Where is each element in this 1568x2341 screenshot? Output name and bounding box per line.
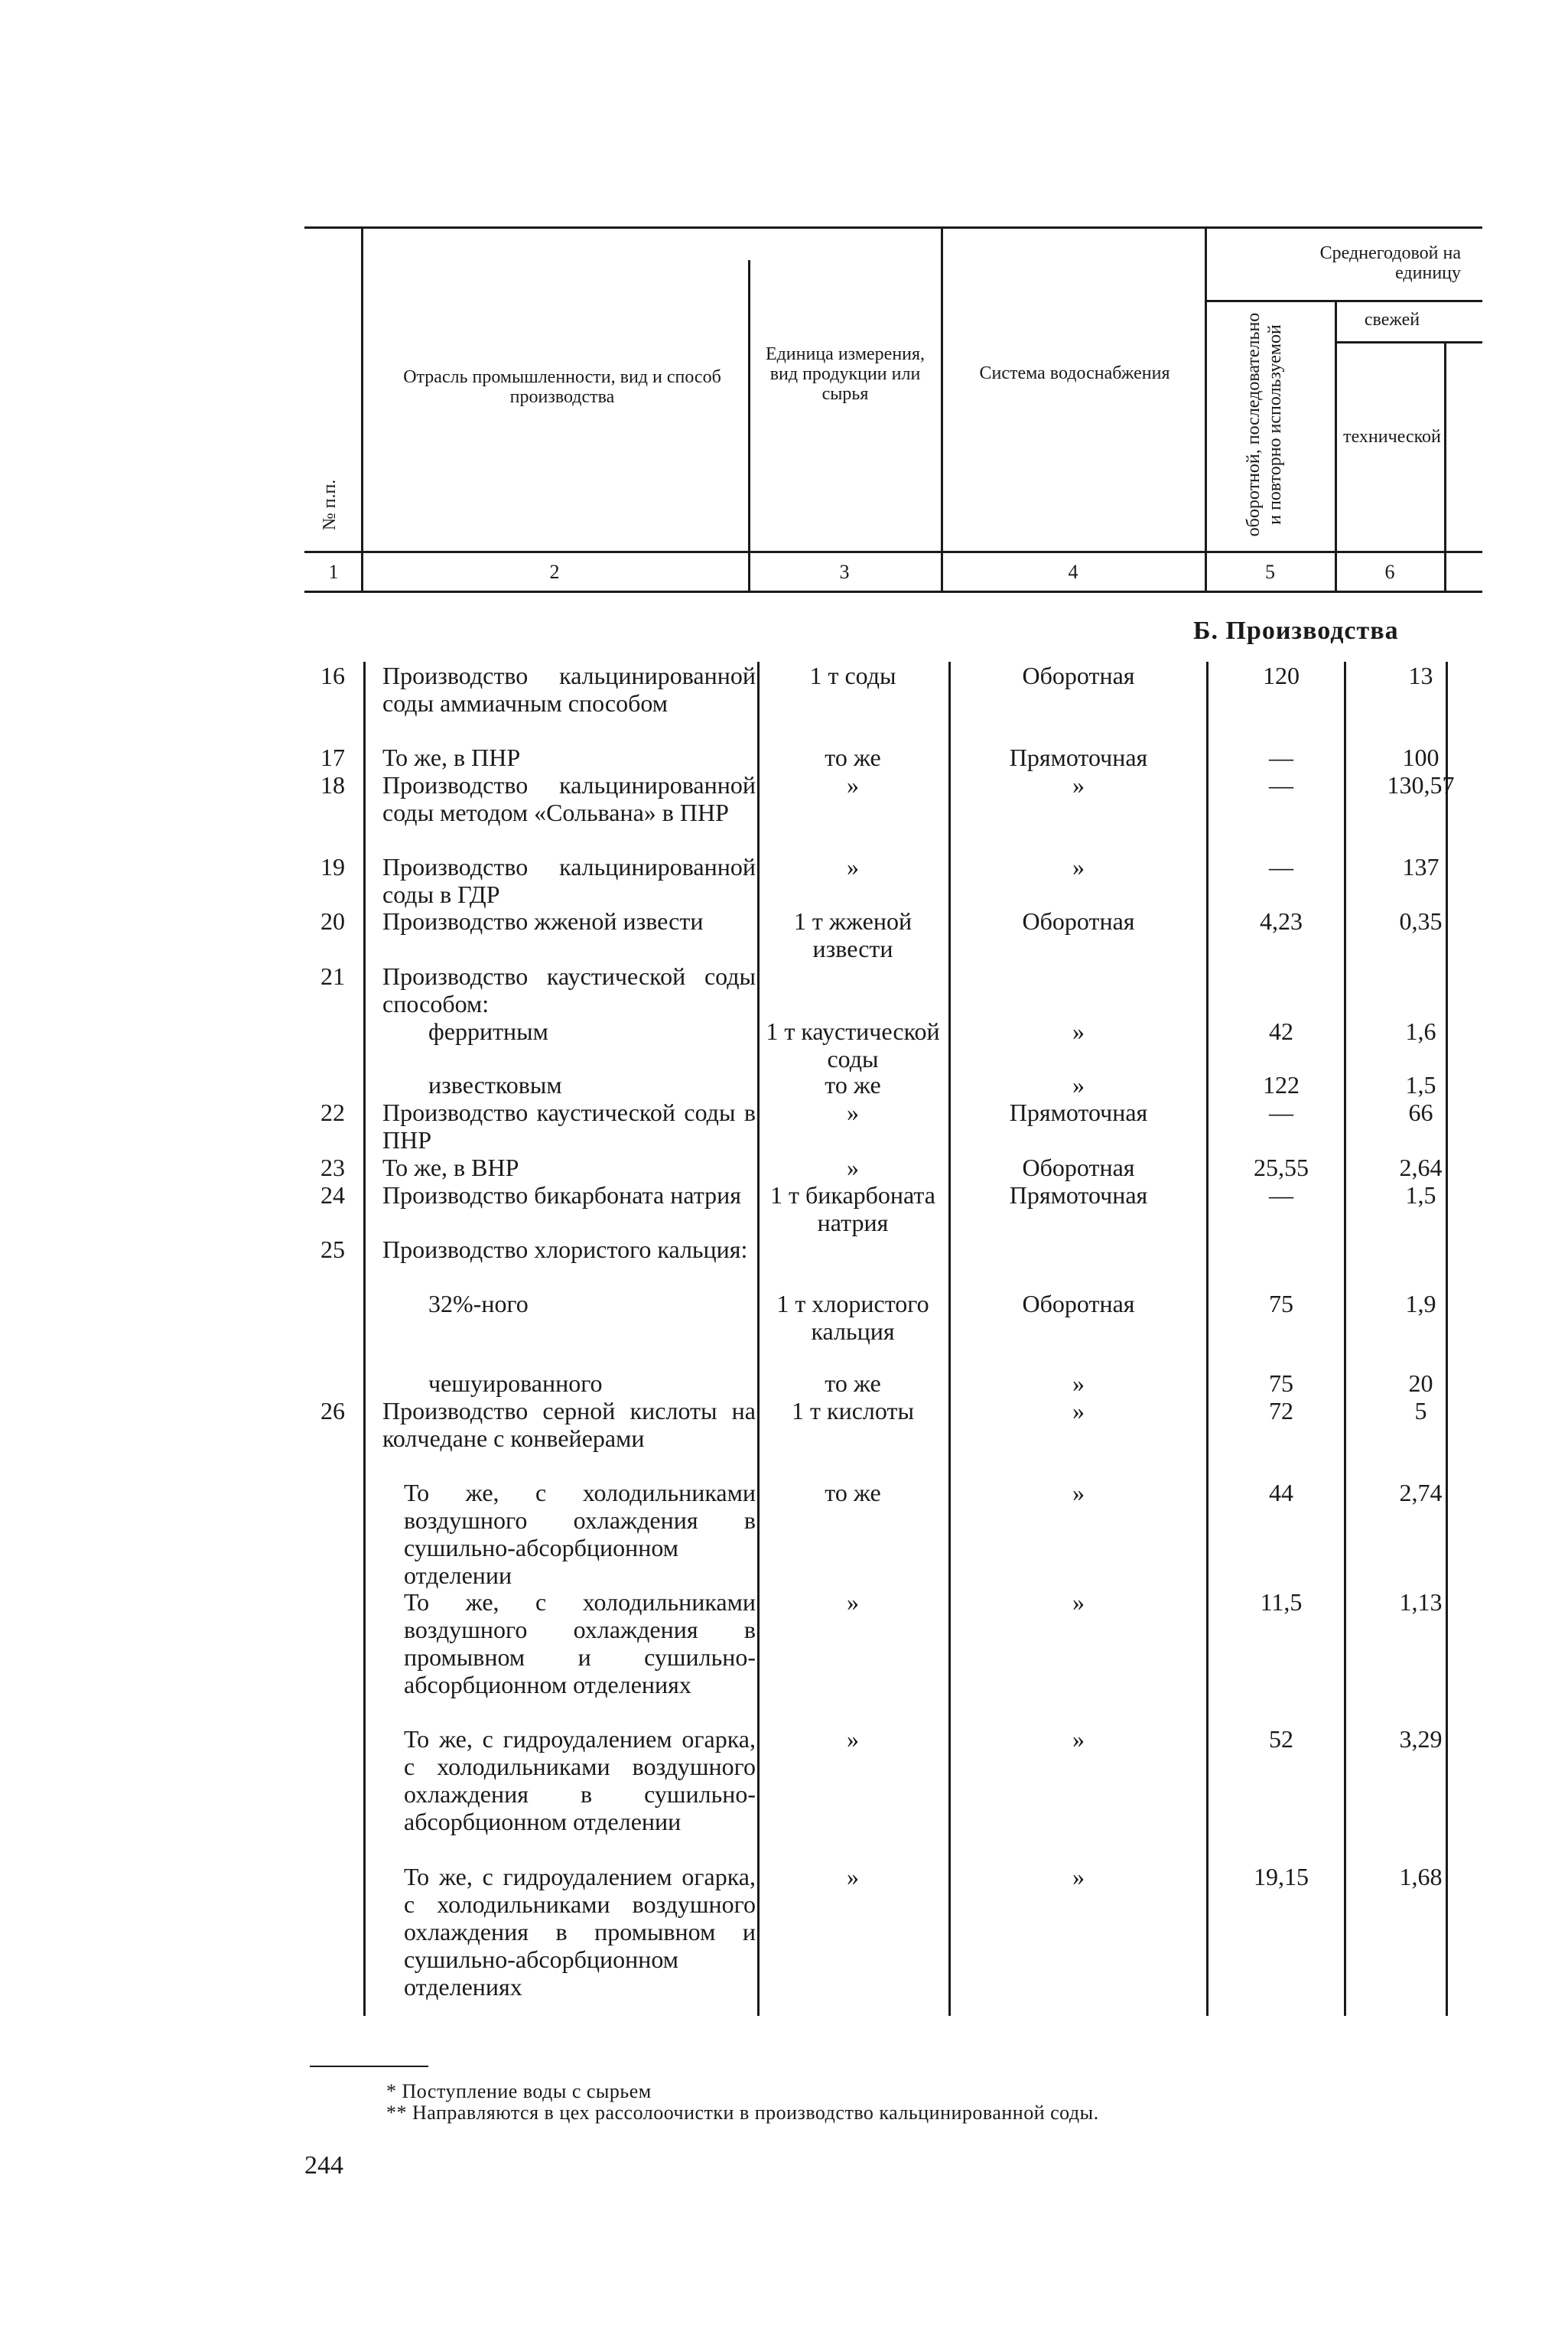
header-bottom-rule bbox=[304, 591, 1482, 593]
row-value-5: — bbox=[1269, 1099, 1293, 1126]
row-name: известковым bbox=[428, 1071, 562, 1099]
row-unit: » bbox=[847, 1099, 859, 1126]
col-divider-4 bbox=[1205, 226, 1207, 591]
col-divider-2 bbox=[748, 260, 750, 591]
section-title: Б. Производства bbox=[1193, 617, 1399, 645]
footnote-1: * Поступление воды с сырьем bbox=[386, 2080, 652, 2102]
row-value-6: 1,5 bbox=[1405, 1181, 1436, 1209]
col-number-4: 4 bbox=[1068, 561, 1078, 583]
row-number: 16 bbox=[320, 662, 345, 689]
row-value-5: 44 bbox=[1269, 1479, 1293, 1506]
row-name: Производство каустической соды в ПНР bbox=[382, 1099, 756, 1154]
row-number: 20 bbox=[320, 907, 345, 935]
row-value-6: 1,6 bbox=[1405, 1017, 1436, 1045]
row-unit: 1 т хлористого кальция bbox=[776, 1290, 929, 1345]
header-col1: № п.п. bbox=[320, 479, 340, 531]
row-unit: » bbox=[847, 771, 859, 799]
header-col6: технической bbox=[1343, 427, 1441, 447]
header-fresh-rule bbox=[1335, 341, 1482, 343]
col-number-1: 1 bbox=[328, 561, 339, 583]
row-value-5: 75 bbox=[1269, 1369, 1293, 1397]
row-system: Оборотная bbox=[1022, 1290, 1135, 1317]
row-value-5: 4,23 bbox=[1260, 907, 1303, 935]
header-top-rule bbox=[304, 226, 1482, 229]
row-value-5: — bbox=[1269, 1181, 1293, 1209]
body-divider-4 bbox=[1206, 662, 1209, 2016]
row-name: 32%-ного bbox=[428, 1290, 529, 1317]
row-unit: 1 т кислоты bbox=[792, 1397, 914, 1424]
footnote-rule bbox=[310, 2066, 428, 2067]
header-col5: оборотной, последовательно и повторно используемой bbox=[1244, 312, 1285, 537]
row-number: 19 bbox=[320, 853, 345, 881]
row-value-6: 20 bbox=[1408, 1369, 1433, 1397]
row-value-5: 19,15 bbox=[1254, 1863, 1309, 1890]
row-name: Производство кальцинированной соды методом «Сольвана» в ПНР bbox=[382, 771, 756, 826]
header-col2: Отрасль промышленности, вид и способ производства bbox=[403, 367, 721, 407]
row-name: Производство серной кислоты на колчедане с конвейерами bbox=[382, 1397, 756, 1452]
row-system: Прямоточная bbox=[1009, 744, 1148, 771]
row-unit: то же bbox=[825, 1479, 881, 1506]
row-value-6: 1,5 bbox=[1405, 1071, 1436, 1099]
row-system: » bbox=[1072, 1369, 1085, 1397]
row-unit: » bbox=[847, 1154, 859, 1181]
row-unit: то же bbox=[825, 1071, 881, 1099]
row-value-5: 120 bbox=[1263, 662, 1300, 689]
row-system: Оборотная bbox=[1022, 907, 1135, 935]
header-col3: Единица измерения, вид продукции или сырья bbox=[765, 344, 926, 404]
row-name: То же, с холодильниками воздушного охлаждения в сушильно-абсорбционном отделении bbox=[404, 1479, 756, 1589]
row-value-5: 42 bbox=[1269, 1017, 1293, 1045]
row-number: 24 bbox=[320, 1181, 345, 1209]
row-number: 18 bbox=[320, 771, 345, 799]
row-value-5: 122 bbox=[1263, 1071, 1300, 1099]
row-value-6: 0,35 bbox=[1399, 907, 1443, 935]
row-name: Производство каустической соды способом: bbox=[382, 962, 756, 1017]
row-system: » bbox=[1072, 1479, 1085, 1506]
col-number-6: 6 bbox=[1384, 561, 1395, 583]
header-group-top: Среднегодовой на единицу bbox=[1319, 243, 1461, 283]
row-name: Производство кальцинированной соды аммиачным способом bbox=[382, 662, 756, 717]
row-value-6: 137 bbox=[1402, 853, 1440, 881]
body-divider-3 bbox=[948, 662, 951, 2016]
row-name: Производство хлористого кальция: bbox=[382, 1236, 748, 1263]
row-system: Прямоточная bbox=[1009, 1099, 1148, 1126]
row-value-6: 2,74 bbox=[1399, 1479, 1443, 1506]
header-number-rule bbox=[304, 551, 1482, 553]
row-unit: » bbox=[847, 1725, 859, 1753]
page-number: 244 bbox=[304, 2151, 343, 2180]
row-name: То же, в ВНР bbox=[382, 1154, 519, 1181]
row-system: » bbox=[1072, 1725, 1085, 1753]
row-system: » bbox=[1072, 1863, 1085, 1890]
row-unit: 1 т соды bbox=[809, 662, 896, 689]
row-unit: 1 т жженой извести bbox=[793, 907, 912, 962]
row-number: 26 bbox=[320, 1397, 345, 1424]
row-unit: » bbox=[847, 853, 859, 881]
row-system: Оборотная bbox=[1022, 662, 1135, 689]
row-value-5: — bbox=[1269, 853, 1293, 881]
row-name: То же, в ПНР bbox=[382, 744, 521, 771]
row-number: 22 bbox=[320, 1099, 345, 1126]
row-unit: » bbox=[847, 1863, 859, 1890]
col-number-5: 5 bbox=[1265, 561, 1275, 583]
row-number: 17 bbox=[320, 744, 345, 771]
row-system: » bbox=[1072, 1588, 1085, 1616]
col-number-3: 3 bbox=[839, 561, 850, 583]
row-unit: 1 т каустической соды bbox=[766, 1017, 940, 1073]
row-value-5: — bbox=[1269, 744, 1293, 771]
row-system: » bbox=[1072, 1071, 1085, 1099]
row-system: » bbox=[1072, 1397, 1085, 1424]
row-value-6: 100 bbox=[1402, 744, 1440, 771]
row-system: Прямоточная bbox=[1009, 1181, 1148, 1209]
row-value-5: 25,55 bbox=[1254, 1154, 1309, 1181]
row-value-6: 13 bbox=[1408, 662, 1433, 689]
body-divider-2 bbox=[757, 662, 760, 2016]
footnote-2: ** Направляются в цех рассолоочистки в производство кальцинированной соды. bbox=[386, 2102, 1099, 2124]
row-value-5: — bbox=[1269, 771, 1293, 799]
row-value-6: 1,68 bbox=[1399, 1863, 1443, 1890]
row-unit: » bbox=[847, 1588, 859, 1616]
row-system: » bbox=[1072, 771, 1085, 799]
col-divider-3 bbox=[941, 226, 943, 591]
row-value-6: 2,64 bbox=[1399, 1154, 1443, 1181]
row-number: 21 bbox=[320, 962, 345, 990]
row-value-6: 66 bbox=[1408, 1099, 1433, 1126]
col-divider-1 bbox=[361, 226, 363, 591]
col-divider-5 bbox=[1335, 300, 1337, 591]
row-name: Производство жженой извести bbox=[382, 907, 704, 935]
row-name: чешуированного bbox=[428, 1369, 603, 1397]
header-col4: Система водоснабжения bbox=[979, 363, 1170, 383]
header-fresh: свежей bbox=[1364, 310, 1420, 330]
row-unit: то же bbox=[825, 744, 881, 771]
row-name: То же, с холодильниками воздушного охлаждения в промывном и сушильно-абсорбционном отделениях bbox=[404, 1588, 756, 1698]
row-value-6: 3,29 bbox=[1399, 1725, 1443, 1753]
row-unit: 1 т бикарбоната натрия bbox=[769, 1181, 935, 1236]
row-name: ферритным bbox=[428, 1017, 548, 1045]
body-divider-1 bbox=[363, 662, 366, 2016]
col-divider-6 bbox=[1444, 341, 1446, 591]
row-number: 23 bbox=[320, 1154, 345, 1181]
row-value-6: 130,57 bbox=[1387, 771, 1455, 799]
row-number: 25 bbox=[320, 1236, 345, 1263]
row-value-5: 52 bbox=[1269, 1725, 1293, 1753]
row-name: То же, с гидроудалением огарка, с холодильниками воздушного охлаждения в сушильно-абсорбционном отделении bbox=[404, 1725, 756, 1835]
row-system: » bbox=[1072, 1017, 1085, 1045]
row-system: Оборотная bbox=[1022, 1154, 1135, 1181]
row-value-5: 72 bbox=[1269, 1397, 1293, 1424]
row-unit: то же bbox=[825, 1369, 881, 1397]
row-value-5: 75 bbox=[1269, 1290, 1293, 1317]
row-value-5: 11,5 bbox=[1260, 1588, 1303, 1616]
row-value-6: 5 bbox=[1414, 1397, 1427, 1424]
col-number-2: 2 bbox=[549, 561, 560, 583]
row-name: Производство бикарбоната натрия bbox=[382, 1181, 741, 1209]
row-value-6: 1,9 bbox=[1405, 1290, 1436, 1317]
row-name: То же, с гидроудалением огарка, с холодильниками воздушного охлаждения в промывном и сушильно-абсорбционном отделениях bbox=[404, 1863, 756, 2001]
row-name: Производство кальцинированной соды в ГДР bbox=[382, 853, 756, 908]
row-value-6: 1,13 bbox=[1399, 1588, 1443, 1616]
row-system: » bbox=[1072, 853, 1085, 881]
header-group-rule bbox=[1205, 300, 1482, 302]
